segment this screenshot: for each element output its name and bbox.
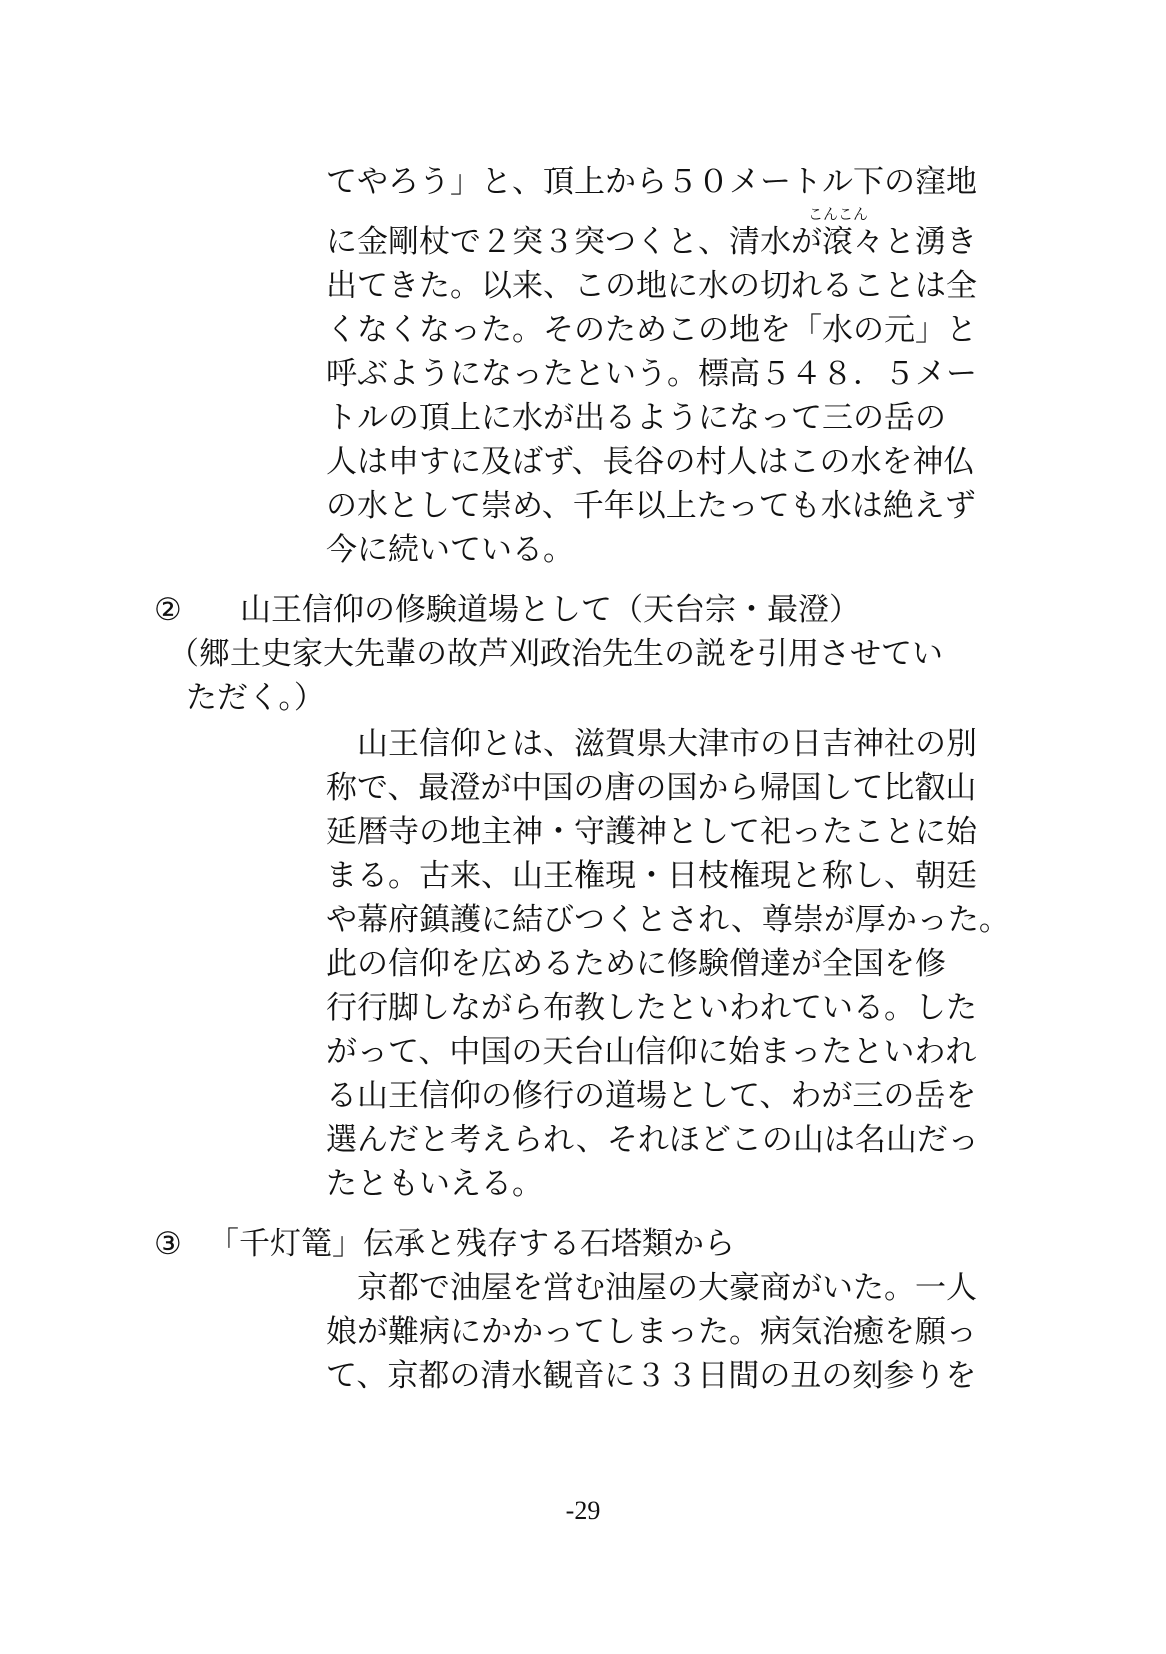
text-line: 称で、最澄が中国の唐の国から帰国して比叡山 xyxy=(326,770,977,806)
text-line: 呼ぶようになったという。標高５４８．５メー xyxy=(326,356,977,392)
text-line: に金剛杖で２突３突つくと、清水が滾々と湧き xyxy=(326,224,977,260)
text-line: 此の信仰を広めるために修験僧達が全国を修 xyxy=(326,946,946,982)
text-line: たともいえる。 xyxy=(326,1166,543,1202)
text-line: の水として崇め、千年以上たっても水は絶えず xyxy=(326,488,976,524)
text-line: 人は申すに及ばず、長谷の村人はこの水を神仏 xyxy=(326,444,975,480)
text-line: 京都で油屋を営む油屋の大豪商がいた。一人 xyxy=(357,1270,977,1306)
section-number: ② xyxy=(154,592,182,628)
citation-note: （郷土史家大先輩の故芦刈政治先生の説を引用させてい xyxy=(168,636,943,672)
text-line: 出てきた。以来、この地に水の切れることは全 xyxy=(326,268,977,304)
text-line: まる。古来、山王権現・日枝権現と称し、朝廷 xyxy=(326,858,977,894)
section-title: 山王信仰の修験道場として（天台宗・最澄） xyxy=(240,592,860,628)
ruby-annotation: こんこん xyxy=(808,205,869,223)
text-line: がって、中国の天台山信仰に始まったといわれ xyxy=(326,1034,977,1070)
text-line: 娘が難病にかかってしまった。病気治癒を願っ xyxy=(326,1314,977,1350)
text-line: てやろう」と、頂上から５０メートル下の窪地 xyxy=(326,164,977,200)
text-line: 行行脚しながら布教したといわれている。した xyxy=(326,990,977,1026)
text-line: 山王信仰とは、滋賀県大津市の日吉神社の別 xyxy=(357,726,977,762)
text-line: トルの頂上に水が出るようになって三の岳の xyxy=(326,400,946,436)
citation-note: ただく。） xyxy=(186,680,325,716)
section-title: 「千灯篭」伝承と残存する石塔類から xyxy=(208,1226,735,1262)
text-line: 今に続いている。 xyxy=(326,532,574,568)
text-line: て、京都の清水観音に３３日間の丑の刻参りを xyxy=(326,1358,977,1394)
page-number: -29 xyxy=(565,1496,601,1525)
text-line: くなくなった。そのためこの地を「水の元」と xyxy=(326,312,977,348)
text-line: 選んだと考えられ、それほどこの山は名山だっ xyxy=(326,1122,979,1158)
text-line: 延暦寺の地主神・守護神として祀ったことに始 xyxy=(326,814,977,850)
section-number: ③ xyxy=(154,1226,182,1262)
text-line: や幕府鎮護に結びつくとされ、尊崇が厚かった。 xyxy=(326,902,1010,938)
text-line: る山王信仰の修行の道場として、わが三の岳を xyxy=(326,1078,977,1114)
